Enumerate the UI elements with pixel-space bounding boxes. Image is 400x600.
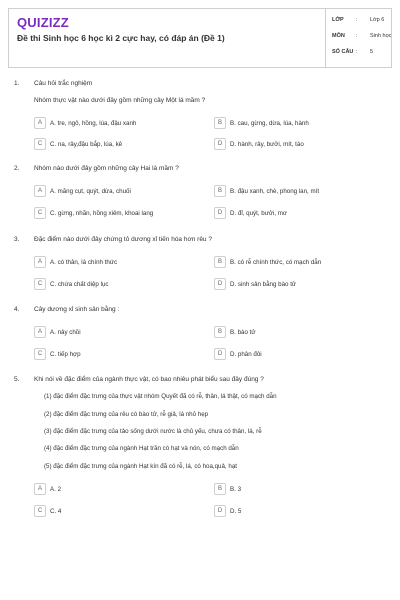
option-c[interactable] (34, 137, 194, 151)
option-text: D. 5 (230, 507, 242, 515)
option-letter: B (214, 483, 226, 495)
question-text: Khi nói về đặc điểm của ngành thực vật, có bao nhiêu phát biểu sau đây đúng ? (34, 376, 264, 383)
worksheet-title: Đề thi Sinh học 6 học kì 2 cực hay, có đáp án (Đề 1) (17, 33, 225, 43)
question-number: 1. (14, 80, 20, 87)
option-text: D. đỉ, quýt, bưởi, mơ (230, 209, 287, 217)
option-text: C. chứa chất diệp lục (50, 280, 109, 288)
option-text: B. bào tử (230, 328, 256, 336)
statement-3: (3) đặc điểm đặc trưng của tảo sống dưới nước là chủ yếu, chưa có thân, lá, rễ (44, 428, 262, 435)
question-heading: Câu hỏi trắc nghiệm (34, 80, 93, 87)
option-text: D. sinh sản bằng bào tử (230, 280, 297, 288)
question-number: 2. (14, 165, 20, 172)
option-letter: C (34, 138, 46, 150)
meta-grade (332, 17, 384, 23)
meta-question-count (332, 49, 373, 55)
statement-1: (1) đặc điểm đặc trưng của thực vật nhóm Quyết đã có rễ, thân, lá thật, có mạch dẫn (44, 393, 277, 400)
meta-box (325, 9, 393, 67)
option-b[interactable] (214, 255, 374, 269)
option-d[interactable] (214, 504, 374, 518)
option-text: D. phân đôi (230, 350, 262, 358)
option-d[interactable] (214, 347, 374, 361)
option-b[interactable] (214, 184, 374, 198)
option-b[interactable] (214, 116, 374, 130)
option-text: A. măng cụt, quýt, dừa, chuối (50, 187, 131, 195)
meta-sep: : (356, 17, 358, 23)
option-letter: A (34, 256, 46, 268)
option-letter: A (34, 483, 46, 495)
option-letter: D (214, 138, 226, 150)
option-a[interactable] (34, 482, 194, 496)
worksheet-header (8, 8, 392, 68)
option-letter: A (34, 117, 46, 129)
option-text: C. tiếp hợp (50, 350, 81, 358)
option-text: B. 3 (230, 485, 242, 493)
option-letter: A (34, 185, 46, 197)
option-letter: C (34, 348, 46, 360)
option-letter: C (34, 278, 46, 290)
option-text: C. na, rây,đậu bắp, lúa, kê (50, 140, 123, 148)
option-text: A. có thân, lá chính thức (50, 258, 118, 266)
question-text: Nhóm nào dưới đây gồm những cây Hai lá mầm ? (34, 165, 179, 172)
option-text: B. cau, gừng, dừa, lúa, hành (230, 119, 309, 127)
option-text: A. 2 (50, 485, 62, 493)
statement-2: (2) đặc điểm đặc trưng của rêu có bào tử, rễ giả, lá nhỏ hẹp (44, 411, 209, 418)
option-letter: D (214, 278, 226, 290)
option-a[interactable] (34, 325, 194, 339)
option-a[interactable] (34, 255, 194, 269)
option-text: B. đậu xanh, chè, phong lan, mít (230, 187, 320, 195)
option-a[interactable] (34, 184, 194, 198)
option-text: B. có rễ chính thức, có mạch dẫn (230, 258, 322, 266)
quizizz-logo: QUIZIZZ (17, 15, 69, 30)
statement-4: (4) đặc điểm đặc trưng của ngành Hạt trần có hạt và nón, có mạch dẫn (44, 445, 239, 452)
option-text: C. 4 (50, 507, 62, 515)
question-text: Cây dương xỉ sinh sản bằng : (34, 306, 120, 313)
option-b[interactable] (214, 482, 374, 496)
meta-value: Sinh học (370, 33, 392, 39)
option-c[interactable] (34, 206, 194, 220)
meta-value: 5 (370, 49, 374, 55)
question-text: Nhóm thực vật nào dưới đây gồm những cây Một lá mầm ? (34, 97, 206, 104)
question-number: 5. (14, 376, 20, 383)
option-text: D. hành, rây, bưởi, mít, táo (230, 140, 304, 148)
option-letter: A (34, 326, 46, 338)
option-letter: B (214, 117, 226, 129)
question-number: 3. (14, 236, 20, 243)
option-letter: B (214, 185, 226, 197)
option-letter: D (214, 505, 226, 517)
option-letter: B (214, 256, 226, 268)
meta-subject (332, 33, 391, 39)
option-c[interactable] (34, 347, 194, 361)
question-text: Đặc điểm nào dưới đây chứng tỏ dương xỉ tiến hóa hơn rêu ? (34, 236, 212, 243)
option-d[interactable] (214, 137, 374, 151)
meta-value: Lớp 6 (370, 17, 385, 23)
option-letter: C (34, 505, 46, 517)
option-letter: C (34, 207, 46, 219)
option-d[interactable] (214, 206, 374, 220)
option-letter: B (214, 326, 226, 338)
option-c[interactable] (34, 277, 194, 291)
meta-key: MÔN (332, 33, 345, 39)
option-d[interactable] (214, 277, 374, 291)
question-number: 4. (14, 306, 20, 313)
option-b[interactable] (214, 325, 374, 339)
option-text: A. nảy chồi (50, 328, 81, 336)
option-text: A. tre, ngô, hồng, lúa, đậu xanh (50, 119, 137, 127)
meta-key: SỐ CÂU (332, 49, 354, 55)
meta-sep: : (356, 33, 358, 39)
statement-5: (5) đặc điểm đặc trưng của ngành Hạt kín đã có rễ, lá, có hoa,quả, hạt (44, 463, 237, 470)
option-c[interactable] (34, 504, 194, 518)
meta-key: LỚP (332, 17, 344, 23)
option-text: C. gừng, nhãn, hồng xiêm, khoai lang (50, 209, 154, 217)
option-letter: D (214, 207, 226, 219)
meta-sep: : (356, 49, 358, 55)
option-a[interactable] (34, 116, 194, 130)
option-letter: D (214, 348, 226, 360)
